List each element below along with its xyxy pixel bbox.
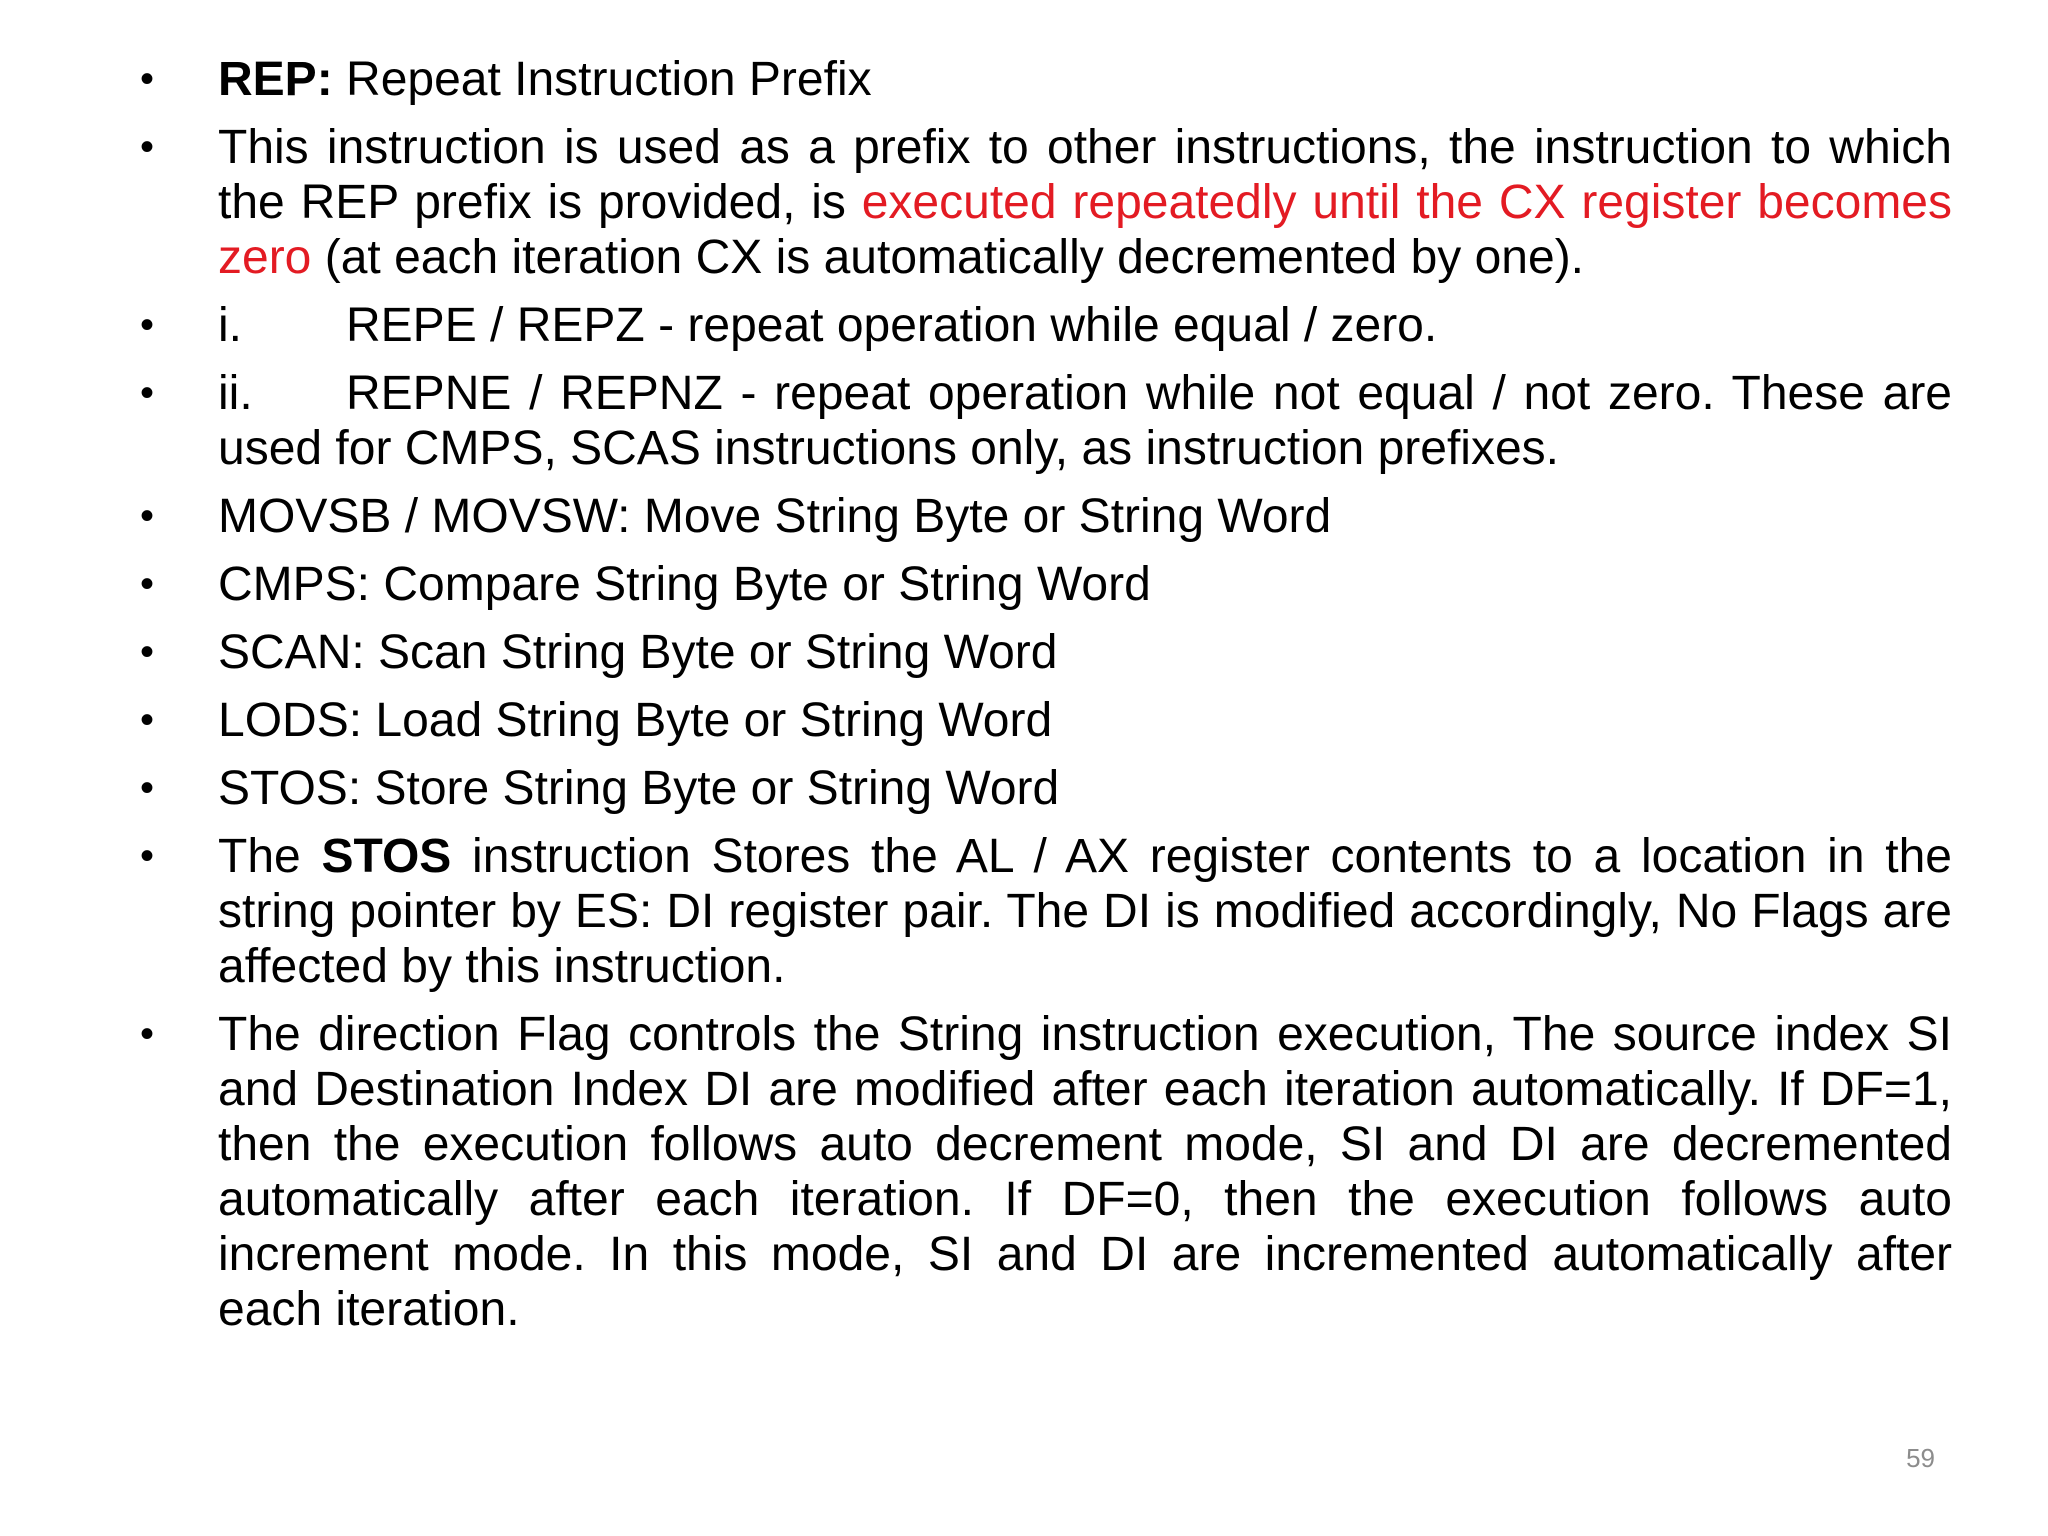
bullet-text: MOVSB / MOVSW: Move String Byte or String Word [218, 490, 1332, 543]
stos-lead: The [218, 830, 322, 883]
bullet-direction-flag [140, 1007, 1952, 1337]
bullet-dot: • [140, 494, 155, 538]
rep-highlight: executed repeatedly until the CX register becomes zero [218, 176, 1952, 284]
item-number: ii. [218, 367, 253, 420]
bullet-dot: • [140, 57, 155, 101]
bullet-repne [140, 366, 1952, 476]
repe-description: REPE / REPZ - repeat operation while equal / zero. [346, 299, 1438, 352]
stos-tail: instruction Stores the AL / AX register contents to a location in the string pointer by ES: DI register pair. The DI is modified accordingly, No Flags are affected by this instruction. [218, 830, 1953, 993]
bullet-dot: • [140, 303, 155, 347]
bullet-lods [140, 693, 1952, 748]
bullet-dot: • [140, 371, 155, 415]
term-stos: STOS [321, 830, 452, 883]
bullet-rep-explanation [140, 120, 1952, 285]
bullet-text: CMPS: Compare String Byte or String Word [218, 558, 1151, 611]
page-number: 59 [1906, 1443, 1935, 1473]
repne-description: REPNE / REPNZ - repeat operation while not equal / not zero. These are used for CMPS, SCAS instructions only, as instruction prefixes. [218, 367, 1952, 475]
bullet-list [140, 52, 1952, 1350]
bullet-stos [140, 761, 1952, 816]
bullet-text: LODS: Load String Byte or String Word [218, 694, 1053, 747]
bullet-dot: • [140, 834, 155, 878]
bullet-scan [140, 625, 1952, 680]
bullet-text [218, 298, 1952, 353]
bullet-text [218, 120, 1952, 285]
bullet-text [218, 829, 1952, 994]
rep-explanation-tail: (at each iteration CX is automatically decremented by one). [311, 231, 1585, 284]
bullet-text [218, 52, 1952, 107]
item-number: i. [218, 299, 242, 352]
rep-explanation-lead: This instruction is used as a prefix to other instructions, the instruction to which the REP prefix is provided, is [218, 121, 1952, 229]
bullet-dot: • [140, 698, 155, 742]
bullet-dot: • [140, 630, 155, 674]
bullet-repe [140, 298, 1952, 353]
rep-description: Repeat Instruction Prefix [332, 53, 872, 106]
bullet-cmps [140, 557, 1952, 612]
bullet-dot: • [140, 766, 155, 810]
bullet-dot: • [140, 125, 155, 169]
bullet-text: STOS: Store String Byte or String Word [218, 762, 1060, 815]
bullet-rep [140, 52, 1952, 107]
bullet-stos-explanation [140, 829, 1952, 994]
bullet-text: SCAN: Scan String Byte or String Word [218, 626, 1058, 679]
bullet-dot: • [140, 562, 155, 606]
bullet-movs [140, 489, 1952, 544]
bullet-dot: • [140, 1012, 155, 1056]
bullet-text [218, 366, 1952, 476]
bullet-text: The direction Flag controls the String instruction execution, The source index SI and Destination Index DI are modified after each iteration automatically. If DF=1, then the execution follows auto decrement mode, SI and DI are decremented automatically after each iteration. If DF=0, then the execution follows auto increment mode. In this mode, SI and DI are incremented automatically after each iteration. [218, 1008, 1952, 1336]
term-rep: REP: [218, 53, 333, 106]
